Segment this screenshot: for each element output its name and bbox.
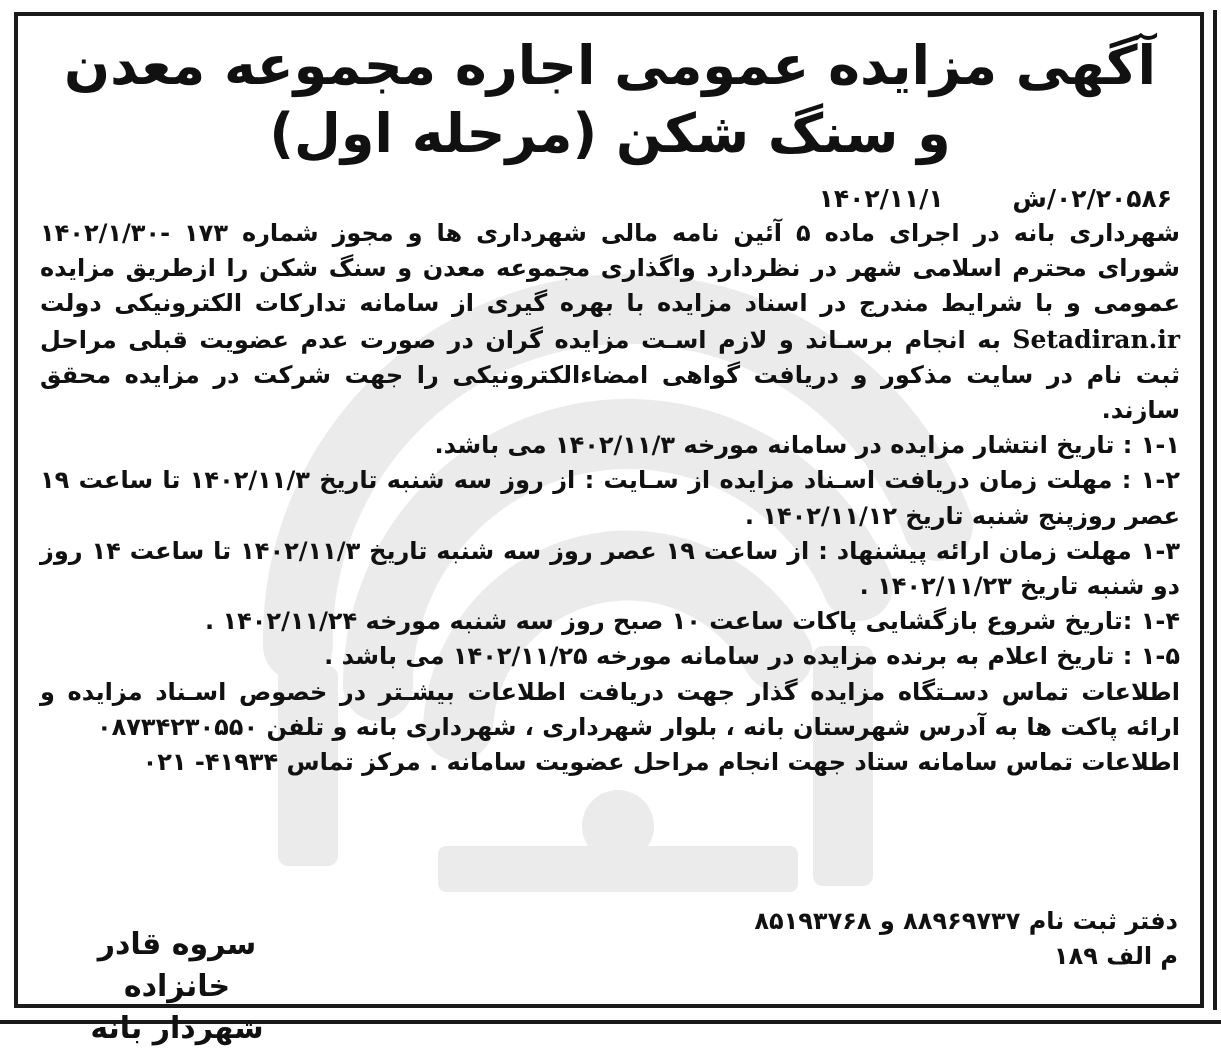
reference-number: ۰۲/۲۰۵۸۶/ش [1012,184,1172,213]
signature-block [42,924,312,1050]
reference-date: ۱۴۰۲/۱۱/۱ [818,184,944,213]
notice-content [40,32,1180,780]
contact-paragraph-2: اطلاعات تماس سامانه ستاد جهت انجام مراحل عضویت سامانه . مرکز تماس ۴۱۹۳۴- ۰۲۱ [142,748,1180,777]
item-2: ۱-۲ : مهلت زمان دریافت اسـناد مزایده از سـایت : از روز سه شنبه تاریخ ۱۴۰۲/۱۱/۳ تا ساعت ۱۹ عصر روزپنج شنبه تاریخ ۱۴۰۲/۱۱/۱۲ . [40,466,1180,530]
portal-site: Setadiran.ir [1012,324,1180,354]
notice-frame [14,12,1204,1046]
intro-text: شهرداری بانه در اجرای ماده ۵ آئین نامه مالی شهرداری ها و مجوز شماره ۱۷۳ -۱۴۰۲/۱/۳۰ شورای محترم اسلامی شهر در نظردارد واگذاری مجموعه معدن و سنگ شکن را ازطریق مزایده عمومی و با شرایط مندرج در اسناد مزایده با بهره گیری از سامانه تدارکات الکترونیکی دولت [40,219,1180,318]
item-1: ۱-۱ : تاریخ انتشار مزایده در سامانه مورخه ۱۴۰۲/۱۱/۳ می باشد. [434,431,1180,460]
title-line-2: و سنگ شکن (مرحله اول) [269,102,951,165]
signer-name: سروه قادر خانزاده [97,927,257,1004]
registration-phones: دفتر ثبت نام ۸۸۹۶۹۷۳۷ و ۸۵۱۹۳۷۶۸ [754,907,1178,935]
contact-paragraph-1: اطلاعات تماس دسـتگاه مزایده گذار جهت دریافت اطلاعات بیشـتر در خصوص اسـناد مزایده و ارائه پاکت ها به آدرس شهرستان بانه ، بلوار شهرداری ، شهرداری بانه و تلفن ۰۸۷۳۴۲۳۰۵۵۰ [40,677,1180,741]
intro-text-continued: به انجام برسـاند و لازم اسـت مزایده گران در صورت عدم عضویت قبلی مراحل ثبت نام در سایت مذکور و دریافت گواهی امضاءالکترونیکی را جهت شرکت در مزایده محقق سازند. [40,325,1180,425]
right-edge-rule [1213,10,1217,1010]
item-4: ۱-۴ :تاریخ شروع بازگشایی پاکات ساعت ۱۰ صبح روز سه شنبه مورخه ۱۴۰۲/۱۱/۲۴ . [205,607,1180,636]
notice-title [40,32,1180,168]
reference-line [40,182,1180,216]
notice-body [40,216,1180,780]
intro-paragraph [40,216,1180,428]
title-line-1: آگهی مزایده عمومی اجاره مجموعه معدن [64,34,1156,97]
item-5: ۱-۵ : تاریخ اعلام به برنده مزایده در سامانه مورخه ۱۴۰۲/۱۱/۲۵ می باشد . [324,642,1180,671]
notice-tail [754,904,1178,974]
item-3: ۱-۳ مهلت زمان ارائه پیشنهاد : از ساعت ۱۹ عصر روز سه شنبه تاریخ ۱۴۰۲/۱۱/۳ تا ساعت ۱۴ روز دو شنبه تاریخ ۱۴۰۲/۱۱/۲۳ . [40,536,1180,601]
notice-code: م الف ۱۸۹ [1053,942,1178,970]
signer-title: شهردار بانه [90,1011,264,1046]
